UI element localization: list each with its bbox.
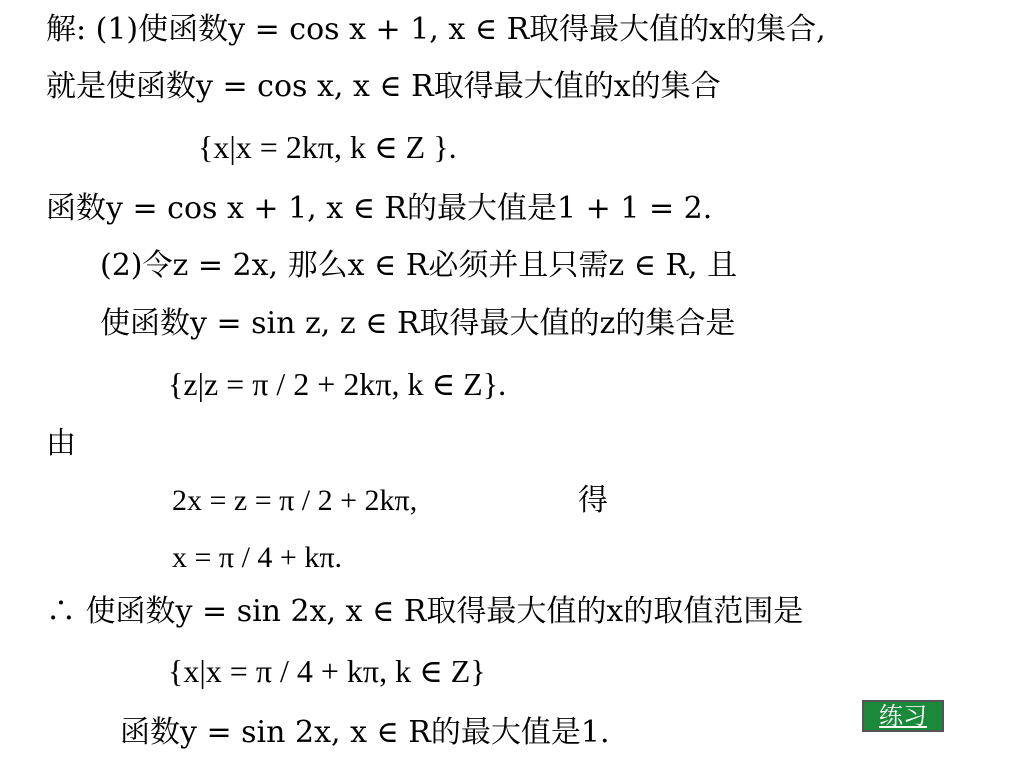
line-cos-max-value: 函数y = cos x + 1, x ∈ R的最大值是1 + 1 = 2. [46, 191, 713, 226]
line-equivalent-cos: 就是使函数y = cos x, x ∈ R取得最大值的x的集合 [46, 69, 721, 104]
equation-x-equals: x = π / 4 + kπ. [172, 541, 342, 574]
line-sin-2x-range-intro: ∴ 使函数y = sin 2x, x ∈ R取得最大值的x的取值范围是 [46, 594, 804, 629]
equation-2x-equals: 2x = z = π / 2 + 2kπ, [172, 484, 418, 517]
label-obtain: 得 [578, 483, 608, 518]
practice-button[interactable]: 练习 [862, 700, 944, 732]
set-sin-z-max: {z|z = π / 2 + 2kπ, k ∈ Z}. [168, 366, 507, 402]
set-cos-max: {x|x = 2kπ, k ∈ Z }. [198, 129, 457, 165]
line-sin-z-set-intro: 使函数y = sin z, z ∈ R取得最大值的z的集合是 [100, 306, 736, 341]
line-therefore-from: 由 [46, 426, 76, 461]
set-sin-2x-max: {x|x = π / 4 + kπ, k ∈ Z} [168, 653, 486, 689]
line-part2-substitution: (2)令z = 2x, 那么x ∈ R必须并且只需z ∈ R, 且 [100, 248, 738, 283]
line-sin-2x-max-value: 函数y = sin 2x, x ∈ R的最大值是1. [120, 715, 610, 750]
line-solution-part1-intro: 解: (1)使函数y = cos x + 1, x ∈ R取得最大值的x的集合, [46, 12, 826, 47]
